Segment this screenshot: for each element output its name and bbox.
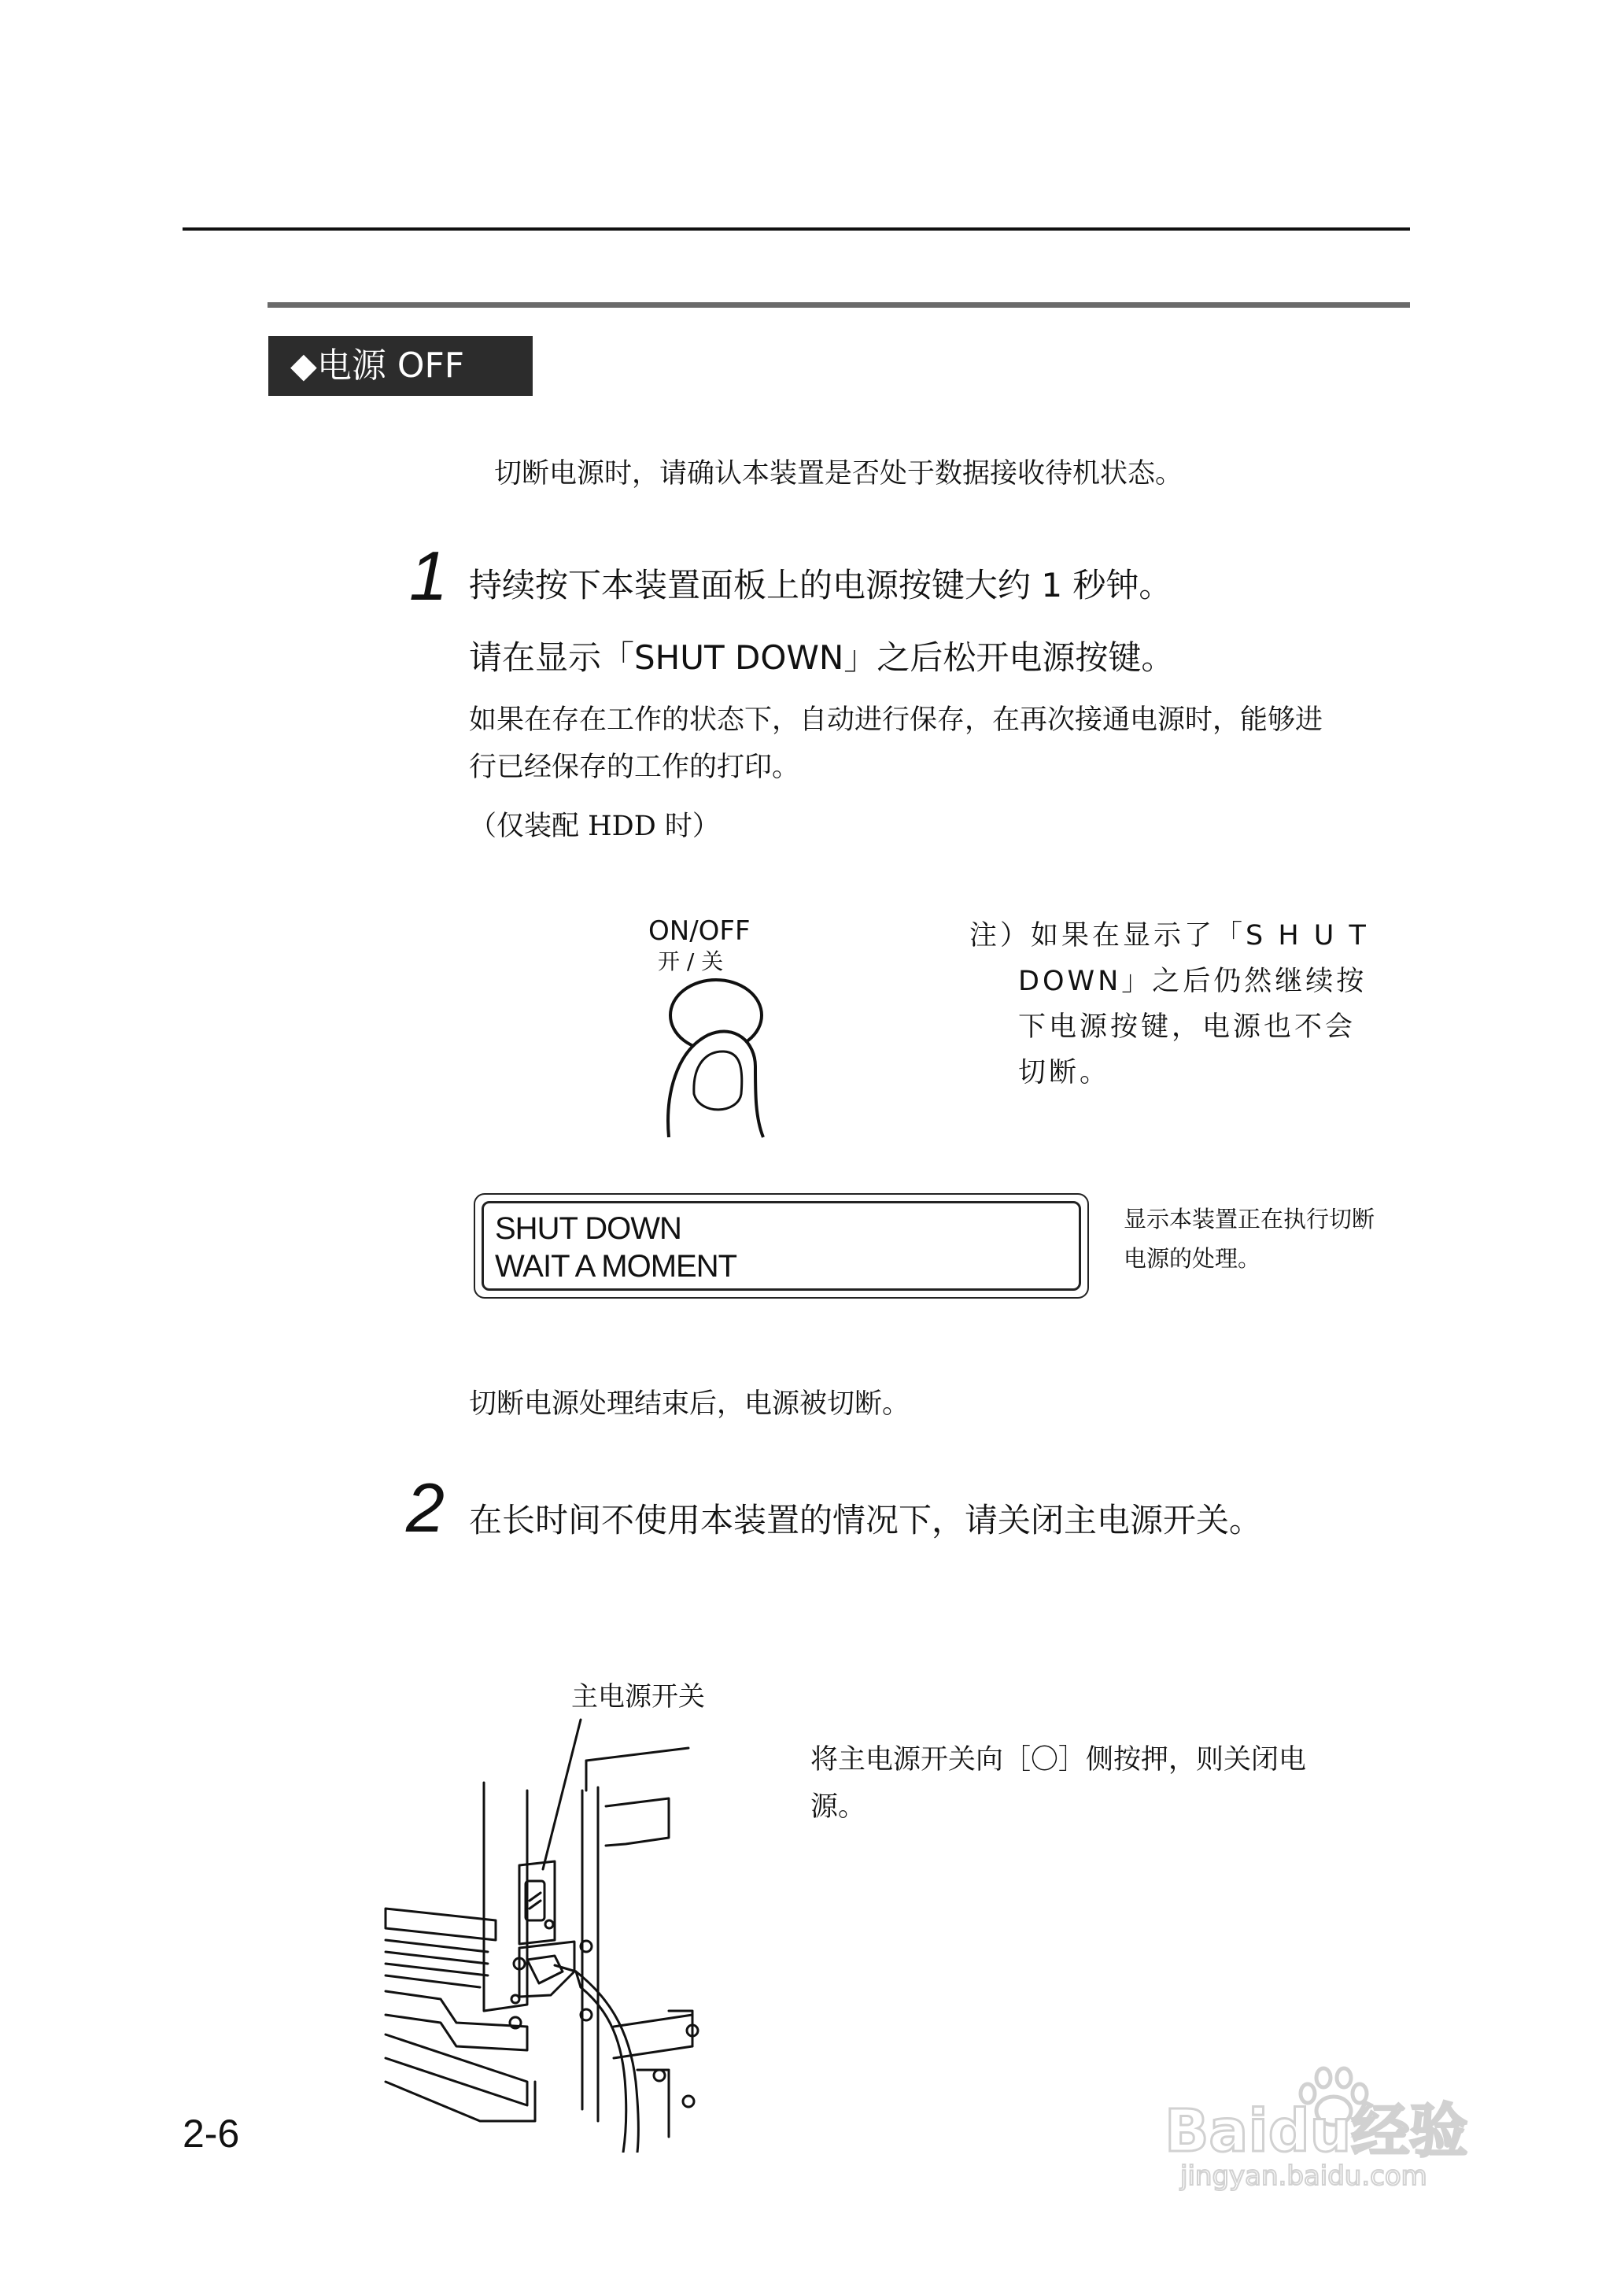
section-rule (268, 302, 1410, 308)
main-switch-label: 主电源开关 (571, 1681, 705, 1713)
page-number: 2-6 (183, 2112, 240, 2156)
step-1-number: 1 (409, 537, 448, 615)
power-button-press-icon (645, 976, 787, 1149)
note-line: 切断。 (1018, 1057, 1111, 1088)
note-box (969, 913, 1410, 1096)
step-1-description-2: 行已经保存的工作的打印。 (469, 752, 800, 783)
step-1-description: 如果在存在工作的状态下，自动进行保存，在再次接通电源时，能够进 (469, 704, 1323, 736)
lcd-caption-line: 电源的处理。 (1124, 1245, 1261, 1272)
lcd-line-1: SHUT DOWN (495, 1211, 681, 1246)
lcd-caption-line: 显示本装置正在执行切断 (1124, 1206, 1375, 1232)
section-heading: ◆电源 OFF (268, 336, 533, 396)
watermark-url: jingyan.baidu.com (1180, 2160, 1427, 2192)
intro-text: 切断电源时，请确认本装置是否处于数据接收待机状态。 (494, 458, 1183, 490)
step-2-number: 2 (406, 1469, 445, 1547)
note-line: 注）如果在显示了「S H U T (969, 920, 1369, 952)
button-label-cn: 开 / 关 (658, 948, 724, 974)
step-2-instruction: 在长时间不使用本装置的情况下，请关闭主电源开关。 (469, 1501, 1263, 1539)
printer-main-switch-illustration (370, 1712, 700, 2153)
step-1-instruction: 持续按下本装置面板上的电源按键大约 1 秒钟。 (469, 566, 1172, 604)
main-switch-description: 将主电源开关向［〇］侧按押，则关闭电 (810, 1744, 1307, 1776)
watermark-brand-cn: 经验 (1351, 2097, 1468, 2165)
step-1-instruction-2: 请在显示「SHUT DOWN」之后松开电源按键。 (469, 638, 1175, 677)
note-line: 下电源按键，电源也不会 (1018, 1011, 1356, 1043)
lcd-caption (1124, 1199, 1423, 1278)
baidu-watermark (1164, 2062, 1526, 2192)
watermark-brand: Baidu (1164, 2097, 1352, 2165)
note-line: DOWN」之后仍然继续按 (1018, 966, 1367, 997)
lcd-display (482, 1201, 1081, 1291)
lcd-line-2: WAIT A MOMENT (495, 1249, 737, 1284)
button-label-en: ON/OFF (648, 915, 751, 947)
hdd-note: （仅装配 HDD 时） (469, 811, 720, 842)
main-switch-description-2: 源。 (810, 1791, 866, 1823)
after-shutdown-text: 切断电源处理结束后，电源被切断。 (469, 1388, 910, 1420)
top-rule (183, 227, 1410, 231)
